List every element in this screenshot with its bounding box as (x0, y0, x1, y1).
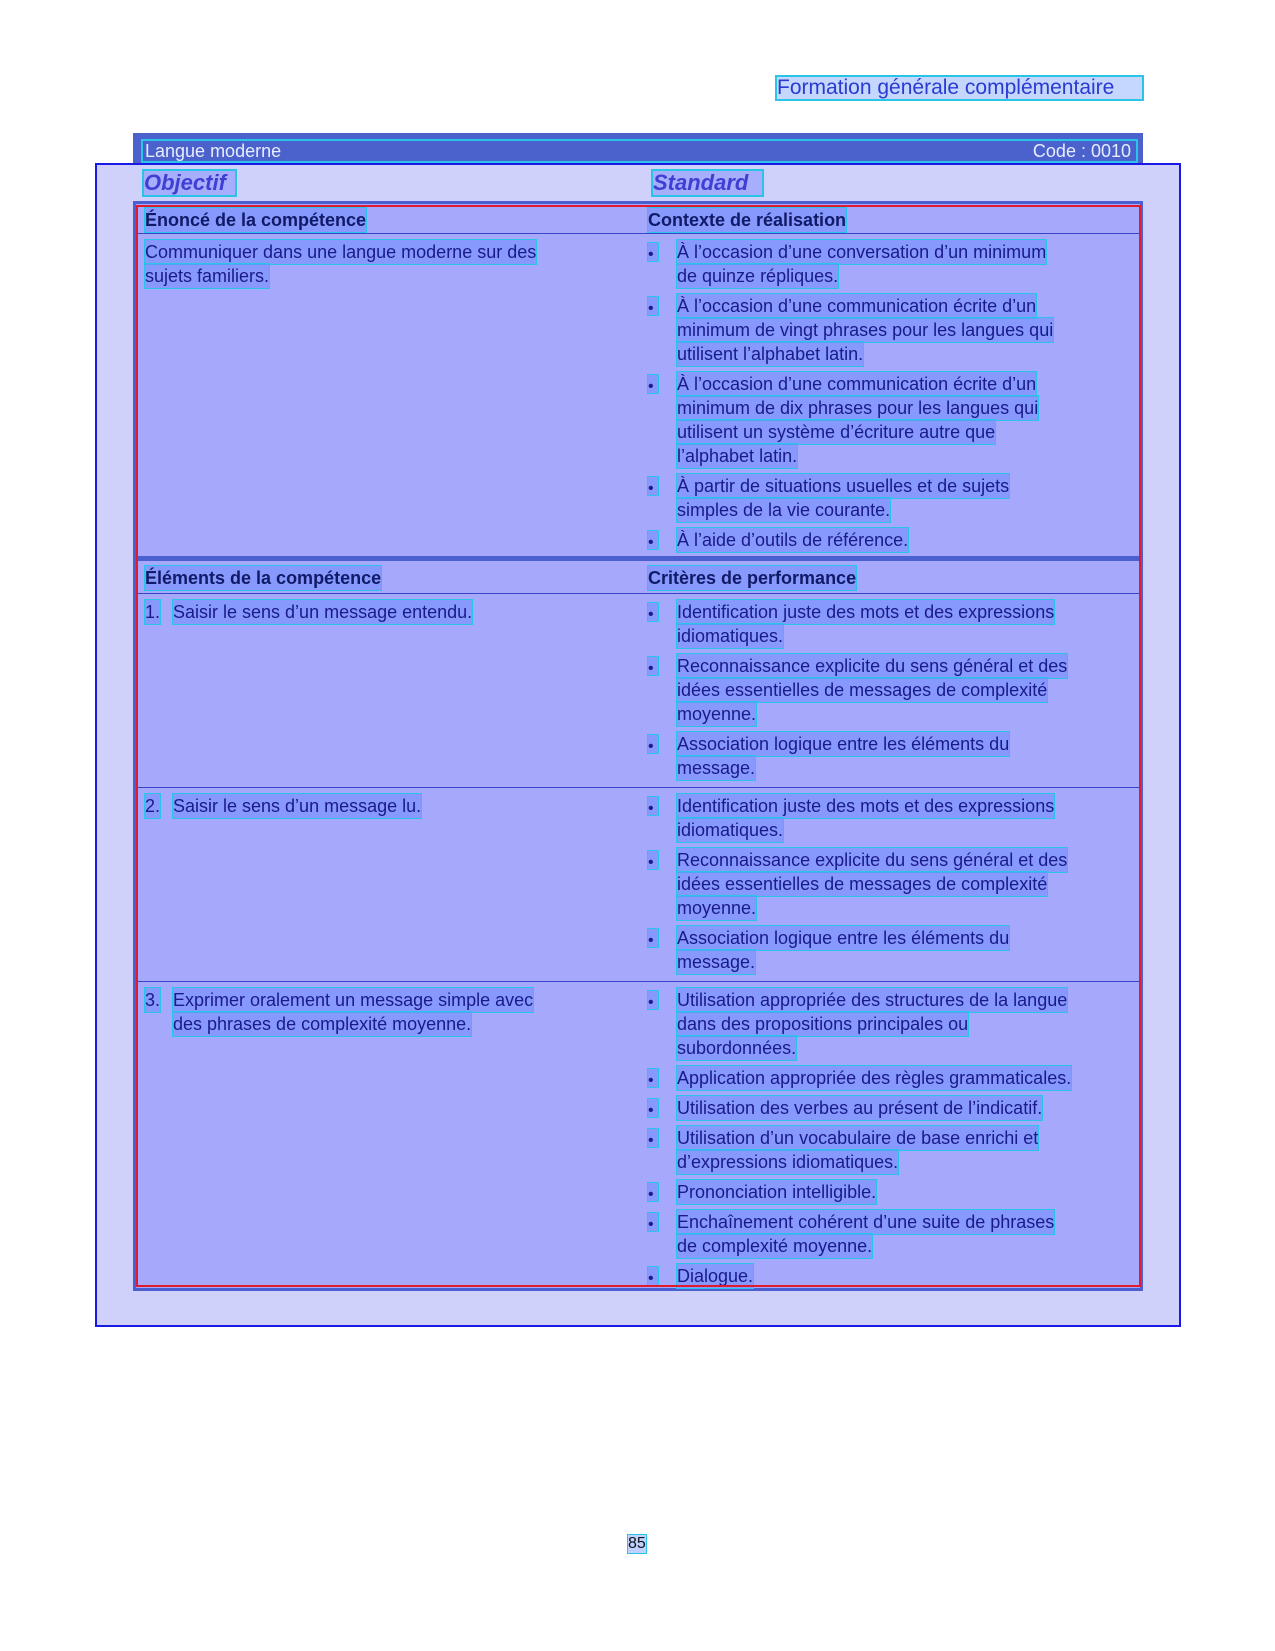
list-item-line: utilisent l’alphabet latin. (677, 344, 864, 364)
running-header: Formation générale complémentaire (777, 77, 1142, 99)
list-item-line: utilisent un système d’écriture autre que (677, 422, 996, 442)
bullet-icon (648, 1213, 658, 1231)
bullet-icon (648, 603, 658, 621)
list-item-line: À l’aide d’outils de référence. (677, 530, 909, 550)
course-title: Langue moderne (145, 141, 282, 161)
list-item-line: À l’occasion d’une communication écrite d’un (677, 374, 1037, 394)
list-item-line: l’alphabet latin. (677, 446, 798, 466)
list-item-line: de quinze répliques. (677, 266, 839, 286)
list-item-line: À l’occasion d’une conversation d’un minimum (677, 242, 1047, 262)
row-separator (136, 787, 1140, 788)
list-item-line: idées essentielles de messages de complexité (677, 680, 1048, 700)
list-item-line: idées essentielles de messages de complexité (677, 874, 1048, 894)
bullet-icon (648, 243, 658, 261)
element-number: 3. (145, 990, 161, 1010)
list-item-line: simples de la vie courante. (677, 500, 891, 520)
bullet-icon (648, 477, 658, 495)
list-item-line: de complexité moyenne. (677, 1236, 873, 1256)
section-separator (136, 556, 1140, 561)
list-item-line: idiomatiques. (677, 626, 784, 646)
bullet-icon (648, 1183, 658, 1201)
bullet-icon (648, 297, 658, 315)
page-number: 85 (628, 1535, 646, 1552)
list-item-line: À l’occasion d’une communication écrite d’un (677, 296, 1037, 316)
list-item-line: Application appropriée des règles grammaticales. (677, 1068, 1072, 1088)
bullet-icon (648, 657, 658, 675)
course-code: Code : 0010 (1032, 141, 1131, 161)
list-item-line: Utilisation des verbes au présent de l’indicatif. (677, 1098, 1043, 1118)
list-item-line: Utilisation appropriée des structures de la langue (677, 990, 1068, 1010)
list-item-line: Reconnaissance explicite du sens général et des (677, 656, 1068, 676)
list-item-line: Association logique entre les éléments du (677, 928, 1010, 948)
element-text-line: des phrases de complexité moyenne. (173, 1014, 472, 1034)
list-item-line: minimum de dix phrases pour les langues qui (677, 398, 1039, 418)
list-item-line: message. (677, 952, 756, 972)
element-number: 2. (145, 796, 161, 816)
list-item-line: moyenne. (677, 704, 757, 724)
list-item-line: idiomatiques. (677, 820, 784, 840)
list-item-line: moyenne. (677, 898, 757, 918)
competence-statement-line: sujets familiers. (145, 266, 270, 286)
list-item-line: d’expressions idiomatiques. (677, 1152, 899, 1172)
criteria-heading: Critères de performance (648, 568, 857, 588)
list-item-line: Reconnaissance explicite du sens général et des (677, 850, 1068, 870)
list-item-line: Association logique entre les éléments du (677, 734, 1010, 754)
bullet-icon (648, 375, 658, 393)
row-separator (136, 981, 1140, 982)
list-item-line: Identification juste des mots et des expressions (677, 602, 1055, 622)
element-text-line: Saisir le sens d’un message lu. (173, 796, 422, 816)
bullet-icon (648, 531, 658, 549)
bullet-icon (648, 1129, 658, 1147)
bullet-icon (648, 991, 658, 1009)
list-item-line: dans des propositions principales ou (677, 1014, 969, 1034)
list-item-line: Utilisation d’un vocabulaire de base enrichi et (677, 1128, 1039, 1148)
bullet-icon (648, 1069, 658, 1087)
bullet-icon (648, 735, 658, 753)
list-item-line: Prononciation intelligible. (677, 1182, 877, 1202)
element-number: 1. (145, 602, 161, 622)
list-item-line: minimum de vingt phrases pour les langues qui (677, 320, 1054, 340)
competence-statement-line: Communiquer dans une langue moderne sur des (145, 242, 537, 262)
bullet-icon (648, 929, 658, 947)
competence-heading: Énoncé de la compétence (145, 210, 367, 230)
row-separator (136, 593, 1140, 594)
element-text-line: Saisir le sens d’un message entendu. (173, 602, 473, 622)
list-item-line: Identification juste des mots et des expressions (677, 796, 1055, 816)
list-item-line: Enchaînement cohérent d’une suite de phrases (677, 1212, 1055, 1232)
bullet-icon (648, 1099, 658, 1117)
list-item-line: À partir de situations usuelles et de sujets (677, 476, 1010, 496)
list-item-line: message. (677, 758, 756, 778)
bullet-icon (648, 797, 658, 815)
row-separator (136, 233, 1140, 234)
list-item-line: subordonnées. (677, 1038, 797, 1058)
title-bar (133, 133, 1143, 163)
list-item-line: Dialogue. (677, 1266, 754, 1286)
objectif-label: Objectif (144, 171, 235, 195)
bullet-icon (648, 851, 658, 869)
elements-heading: Éléments de la compétence (145, 568, 382, 588)
bullet-icon (648, 1267, 658, 1285)
standard-label: Standard (653, 171, 762, 195)
context-heading: Contexte de réalisation (648, 210, 847, 230)
element-text-line: Exprimer oralement un message simple avec (173, 990, 534, 1010)
